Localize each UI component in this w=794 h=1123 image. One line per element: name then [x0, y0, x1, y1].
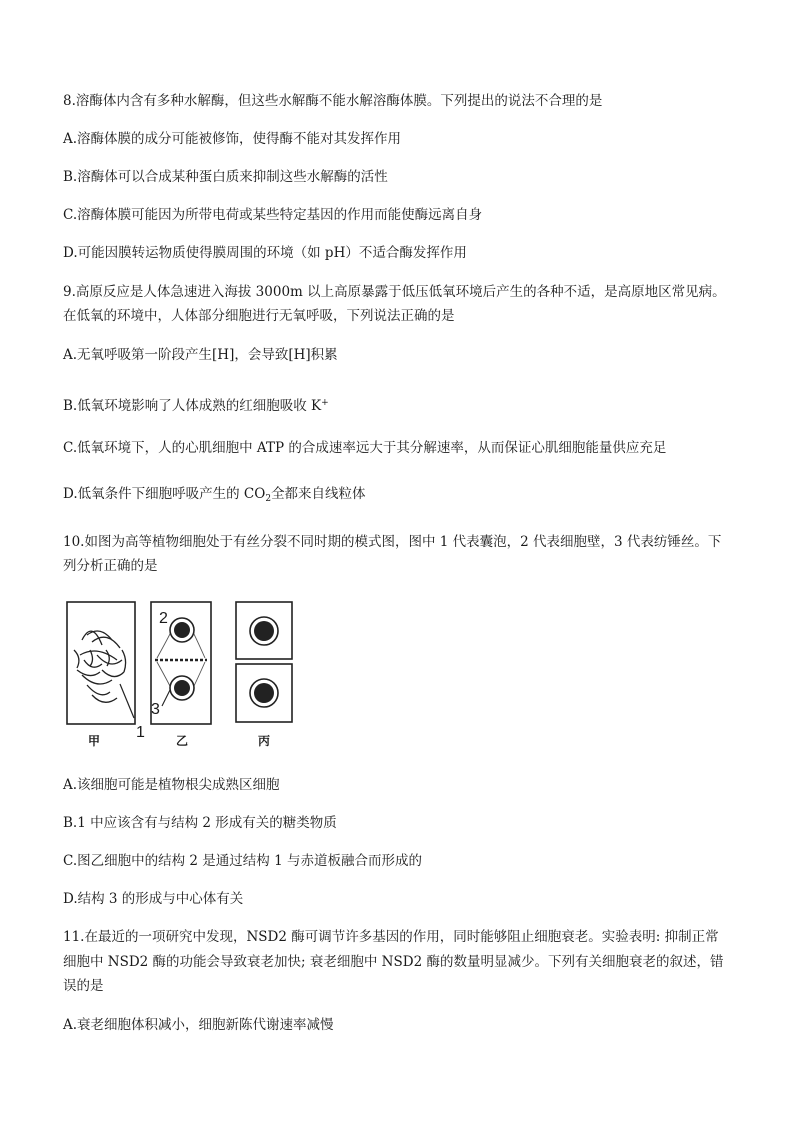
q9-option-a: A.无氧呼吸第一阶段产生[H]，会导致[H]积累 [63, 347, 338, 363]
q11-stem-line3: 误的是 [63, 978, 104, 994]
label-num-2: 2 [159, 610, 168, 627]
q9-option-d-subscript: 2 [265, 494, 272, 504]
q9-option-d-post: 全都来自线粒体 [271, 486, 366, 502]
q10-option-d: D.结构 3 的形成与中心体有关 [63, 891, 244, 907]
q10-option-c: C.图乙细胞中的结构 2 是通过结构 1 与赤道板融合而形成的 [63, 853, 422, 869]
q8-option-c: C.溶酶体膜可能因为所带电荷或某些特定基因的作用而能使酶远离自身 [63, 207, 483, 223]
label-yi: 乙 [176, 734, 189, 748]
q11-option-a: A.衰老细胞体积减小，细胞新陈代谢速率减慢 [63, 1017, 334, 1033]
q10-option-b: B.1 中应该含有与结构 2 形成有关的糖类物质 [63, 815, 337, 831]
chromatin-bing-top [254, 621, 274, 641]
chromatin-yi-bottom [174, 680, 190, 696]
q11-stem-line1: 11.在最近的一项研究中发现，NSD2 酶可调节许多基因的作用，同时能够阻止细胞衰老。实验表明: 抑制正常 [63, 929, 719, 945]
label-bing: 丙 [258, 734, 271, 748]
cell-jia-outline [67, 602, 135, 724]
mitosis-figure [62, 600, 302, 750]
q9-stem-line1: 9.高原反应是人体急速进入海拔 3000m 以上高原暴露于低压低氧环境后产生的各种不适，是高原地区常见病。 [63, 284, 726, 300]
chromatin-bing-bottom [254, 683, 274, 703]
q8-option-d: D.可能因膜转运物质使得膜周围的环境（如 pH）不适合酶发挥作用 [63, 245, 467, 261]
q9-option-b-superscript: + [321, 398, 329, 408]
label-num-3: 3 [151, 701, 160, 718]
mitosis-diagram [62, 600, 302, 750]
q8-stem: 8.溶酶体内含有多种水解酶，但这些水解酶不能水解溶酶体膜。下列提出的说法不合理的是 [63, 93, 603, 109]
q9-option-d-pre: D.低氧条件下细胞呼吸产生的 CO [63, 486, 266, 502]
q11-stem-line2: 细胞中 NSD2 酶的功能会导致衰老加快; 衰老细胞中 NSD2 酶的数量明显减少。下列有关细胞衰老的叙述，错 [63, 954, 724, 970]
q9-option-c: C.低氧环境下，人的心肌细胞中 ATP 的合成速率远大于其分解速率，从而保证心肌细胞能量供应充足 [63, 440, 667, 456]
q8-option-a: A.溶酶体膜的成分可能被修饰，使得酶不能对其发挥作用 [63, 131, 402, 147]
q9-option-d [63, 485, 366, 508]
q10-stem-line1: 10.如图为高等植物细胞处于有丝分裂不同时期的模式图，图中 1 代表囊泡，2 代表细胞壁，3 代表纺锤丝。下 [63, 534, 722, 550]
q9-option-b [63, 394, 329, 415]
q10-stem-line2: 列分析正确的是 [63, 558, 158, 574]
q9-stem-line2: 在低氧的环境中，人体部分细胞进行无氧呼吸，下列说法正确的是 [63, 308, 455, 324]
q8-option-b: B.溶酶体可以合成某种蛋白质来抑制这些水解酶的活性 [63, 169, 388, 185]
q9-option-b-text: B.低氧环境影响了人体成熟的红细胞吸收 K [63, 398, 322, 414]
q10-option-a: A.该细胞可能是植物根尖成熟区细胞 [63, 777, 280, 793]
label-num-1: 1 [136, 724, 145, 741]
label-jia: 甲 [88, 734, 101, 748]
chromatin-yi-top [174, 622, 190, 638]
